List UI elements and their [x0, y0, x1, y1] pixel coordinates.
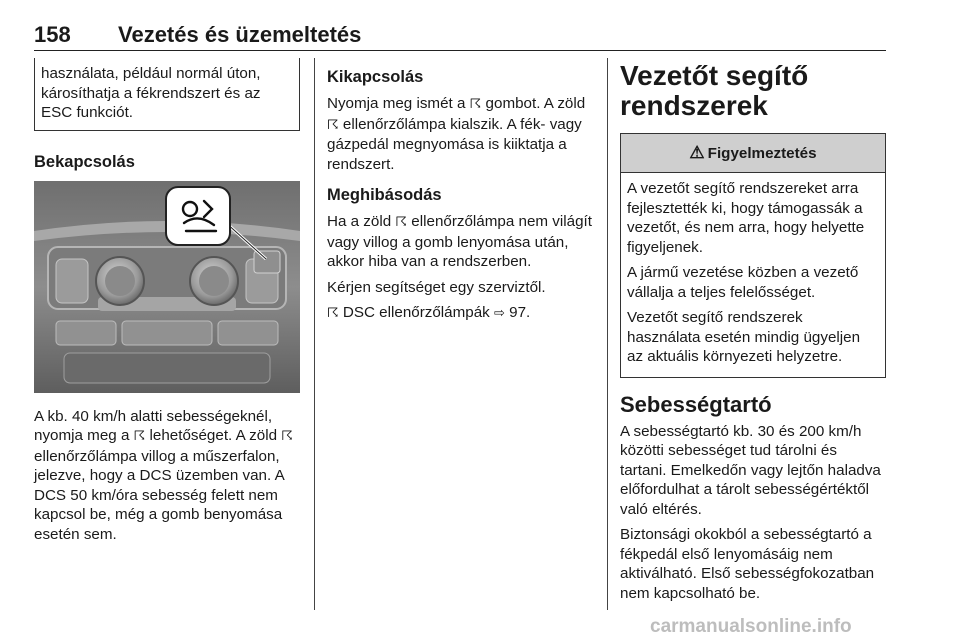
- warning-body: [621, 173, 885, 377]
- column-divider: [607, 58, 608, 610]
- dashboard-button-photo: [34, 181, 300, 393]
- page-reference-arrow-icon: ⇨: [494, 306, 505, 321]
- heading-sebessegtarto: Sebességtartó: [620, 391, 772, 417]
- heading-bekapcsolas: Bekapcsolás: [34, 152, 135, 171]
- warning-icon: ⚠: [689, 143, 705, 162]
- off-paragraph: Nyomja meg ismét a ☈ gombot. A zöld ☈ ellenőrzőlámpa kialszik. A fék- vagy gázpedál megnyomása is kiiktatja a rendszert.: [327, 95, 586, 173]
- page-header: [34, 22, 886, 51]
- continued-note-text: használata, például normál úton, károsíthatja a fékrendszert és az ESC funkciót.: [41, 65, 261, 121]
- column-3: [620, 58, 886, 609]
- heading-meghibasodas: Meghibásodás: [327, 186, 442, 204]
- cruise-paragraph: Biztonsági okokból a sebességtartó a fékpedál első lenyomásáig nem aktiválható. Első sebességfokozatban nem kapcsolható be.: [620, 526, 875, 602]
- reference-line: ☈ DSC ellenőrzőlámpák ⇨ 97.: [327, 304, 531, 321]
- dcs-icon: ☈: [395, 215, 408, 230]
- continued-note-box: [34, 58, 300, 131]
- heading-kikapcsolas: Kikapcsolás: [327, 68, 424, 86]
- column-2: [327, 58, 593, 330]
- column-divider: [314, 58, 315, 610]
- dcs-icon: ☈: [133, 429, 146, 444]
- warning-paragraph: Vezetőt segítő rendszerek használata esetén mindig ügyeljen az aktuális környezeti helyzetre.: [627, 309, 861, 365]
- warning-title: Figyelmeztetés: [707, 144, 817, 162]
- section-title: Vezetőt segítő rendszerek: [620, 60, 809, 121]
- column-1: [34, 58, 300, 550]
- warning-paragraph: A vezetőt segítő rendszereket arra fejlesztették ki, hogy támogassák a vezetőt, és nem arra, hogy helyette figyeljenek.: [627, 180, 865, 256]
- warning-header: [621, 134, 885, 173]
- dcs-icon: ☈: [281, 429, 293, 444]
- service-help-text: Kérjen segítséget egy szerviztől.: [327, 278, 546, 296]
- dcs-icon: ☈: [327, 117, 339, 133]
- running-title: Vezetés és üzemeltetés: [118, 22, 362, 47]
- dcs-icon: ☈: [327, 306, 339, 321]
- reference-page-link[interactable]: 97.: [509, 304, 531, 321]
- warning-box: [620, 133, 886, 378]
- cruise-paragraph: A sebességtartó kb. 30 és 200 km/h közötti sebességet tud tárolni és tartani. Emelkedőn vagy lejtőn haladva előfordulhat a tárolt sebességértéktől való eltérés.: [620, 422, 881, 518]
- page-number: 158: [34, 22, 71, 47]
- dcs-icon: ☈: [469, 97, 482, 112]
- fault-paragraph: Ha a zöld ☈ ellenőrzőlámpa nem világít vagy villog a gomb lenyomása után, akkor hiba van a rendszerben.: [327, 213, 592, 270]
- warning-paragraph: A jármű vezetése közben a vezető vállalja a teljes felelősséget.: [627, 264, 859, 301]
- caption-paragraph: A kb. 40 km/h alatti sebességeknél, nyomja meg a ☈ lehetőséget. A zöld ☈ ellenőrzőlámpa villog a műszerfalon, jelezve, hogy a DCS üzemben van. A DCS 50 km/óra sebesség felett nem kapcsol be, még a gomb benyomása esetén sem.: [34, 407, 293, 543]
- watermark: carmanualsonline.info: [650, 616, 852, 637]
